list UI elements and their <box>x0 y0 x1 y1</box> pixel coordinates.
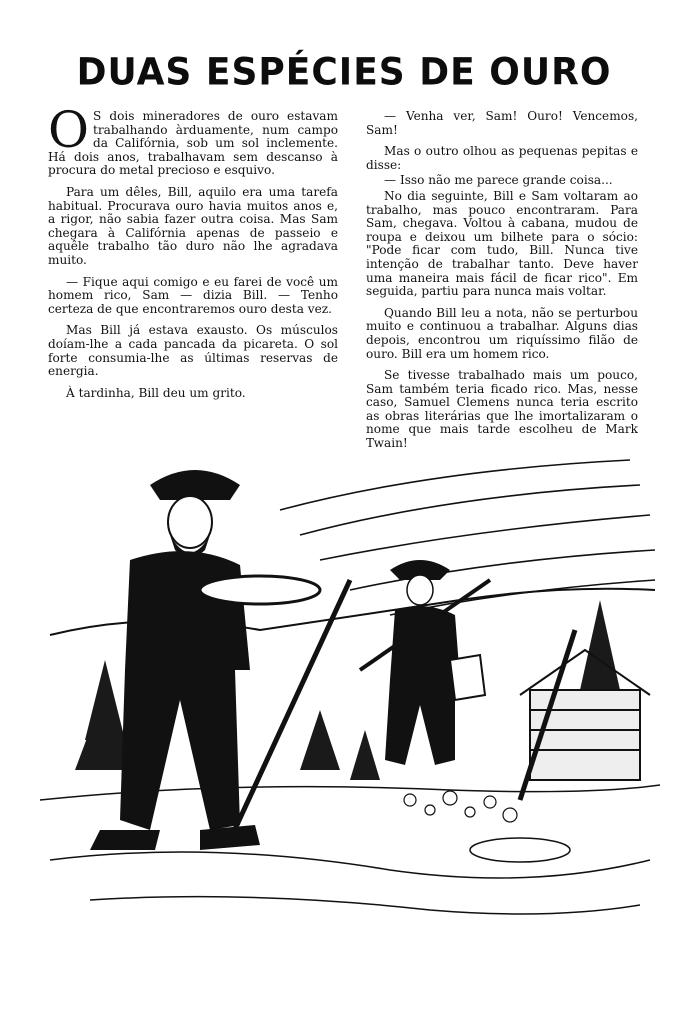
paragraph: No dia seguinte, Bill e Sam voltaram ao trabalho, mas pouco encontraram. Para Sam, chegava. Voltou à cabana, mudou de roupa e deixou um bilhete para o sócio: "Pode ficar com tudo, Bill. Nunca tive intenção de trabalhar tanto. Deve haver uma maneira mais fácil de ficar rico". Em seguida, partiu para nunca mais voltar. <box>366 188 638 299</box>
paragraph: Quando Bill leu a nota, não se perturbou muito e continuou a trabalhar. Alguns dias depois, encontrou um riquíssimo filão de ouro. Bill era um homem rico. <box>366 305 638 361</box>
paragraph: — Fique aqui comigo e eu farei de você um homem rico, Sam — dizia Bill. — Tenho certeza de que encontraremos ouro desta vez. <box>48 274 338 316</box>
two-prospectors-panning-gold-icon <box>30 440 660 940</box>
page-title: DUAS ESPÉCIES DE OURO <box>76 50 612 95</box>
paragraph: Mas Bill já estava exausto. Os músculos doíam-lhe a cada pancada da picareta. O sol forte consumia-lhe as últimas reservas de energia. <box>48 323 338 379</box>
paragraph: Para um dêles, Bill, aquilo era uma tarefa habitual. Procurava ouro havia muitos anos e, a rigor, não sabia fazer outra coisa. Mas Sam chegara à Califórnia apenas de passeio e aquêle trabalho tão duro não lhe agradava muito. <box>48 184 338 267</box>
paragraph: — Isso não me parece grande coisa... <box>384 173 613 188</box>
paragraph: Mas o outro olhou as pequenas pepitas e disse: <box>366 144 638 172</box>
paragraph: — Venha ver, Sam! Ouro! Vencemos, Sam! <box>366 109 638 137</box>
dropcap: O <box>48 101 89 159</box>
paragraph: Se tivesse trabalhado mais um pouco, Sam também teria ficado rico. Mas, nesse caso, Samuel Clemens nunca teria escrito as obras literárias que lhe imortalizaram o nome que mais tarde escolheu de Mark Twain! <box>366 368 638 451</box>
paragraph-text: S dois mineradores de ouro estavam trabalhando àrduamente, num campo da Califórnia, sob um sol inclemente. Há dois anos, trabalhavam sem descanso à procura do metal precioso e esquivo. <box>48 109 338 178</box>
left-column <box>48 101 338 408</box>
right-column <box>366 110 638 459</box>
paragraph <box>48 101 338 178</box>
paragraph: À tardinha, Bill deu um grito. <box>66 385 246 400</box>
